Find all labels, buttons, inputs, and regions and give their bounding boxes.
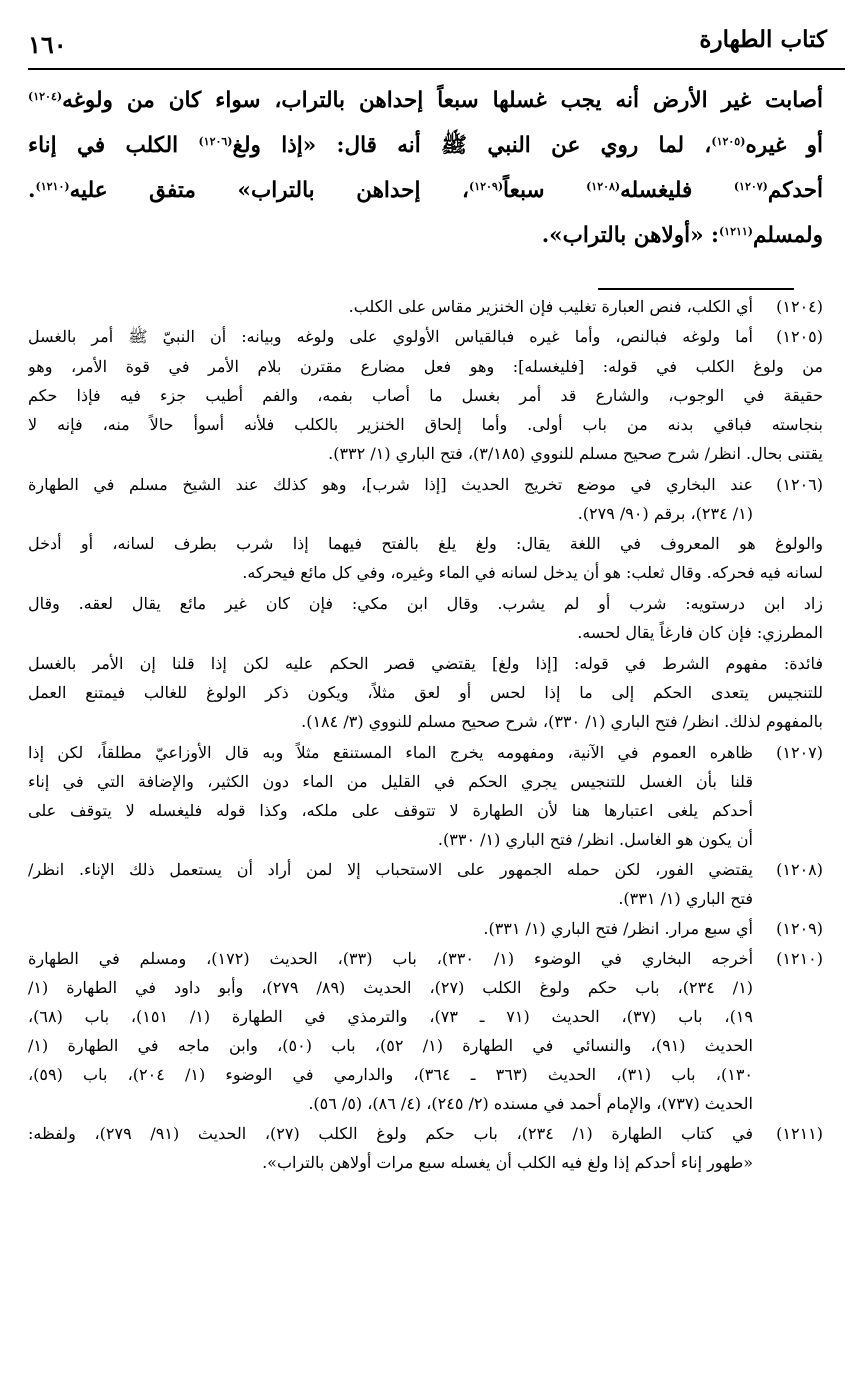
main-text-line: أحدكم$^{(١٢٠٧)}$ فليغسله$^{(١٢٠٨)}$ سبعاً$^{(١٢٠٩)}$، إحداهن بالتراب» متفق عليه$^{(١٢١٠)}$. [28, 178, 823, 203]
footnote-paragraph-line: بالمفهوم لذلك. انظر/ فتح الباري (١/ ٣٣٠)، شرح صحيح مسلم للنووي (٣/ ١٨٤). [301, 712, 823, 731]
footnote-separator [598, 288, 794, 290]
book-title: كتاب الطهارة [699, 26, 827, 53]
footnote-number: (١٢٠٤) [776, 297, 823, 316]
footnote-reference: (١٢٠٨) [586, 180, 621, 193]
footnote-number: (١٢٠٦) [776, 475, 823, 494]
footnote-line: (١/ ٢٣٤)، برقم (٩٠/ ٢٧٩). [577, 504, 753, 523]
footnote-1205 [28, 322, 823, 351]
footnote-line: الحديث (٧٣٧)، والإمام أحمد في مسنده (٢/ ٢٤٥)، (٤/ ٨٦)، (٥/ ٥٦). [308, 1094, 753, 1113]
footnote-number: (١٢١١) [776, 1124, 823, 1143]
footnote-paragraph-line: لسانه فيه فحركه. وقال ثعلب: هو أن يدخل لسانه في الماء وغيره، وفي كل مائع فيحركه. [242, 563, 823, 582]
footnote-reference: (١٢٠٧) [733, 180, 768, 193]
footnote-line: قلنا بأن الغسل للتنجيس يجري الحكم في القليل من الماء دون الكثير، والإضافة التي في إناء [28, 772, 753, 791]
footnote-number: (١٢١٠) [776, 949, 823, 968]
footnote-reference: (١٢٠٤) [28, 90, 63, 103]
footnote-line: أي الكلب، فنص العبارة تغليب فإن الخنزير مقاس على الكلب. [348, 297, 753, 316]
footnote-line: بنجاسته فباقي بدنه من باب أولى. وأما إلحاق الخنزير بالكلب فلأنه أسوأ حالاً منه، فإنه لا [28, 415, 823, 434]
footnote-paragraph-line: المطرزي: فإن كان فارغاً يقال لحسه. [577, 623, 823, 642]
footnotes [28, 292, 823, 1178]
footnote-number: (١٢٠٩) [776, 919, 823, 938]
main-body-text [28, 78, 823, 258]
footnote-line: «طهور إناء أحدكم إذا ولغ فيه الكلب أن يغسله سبع مرات أولاهن بالتراب». [262, 1153, 753, 1172]
footnote-line: الحديث (٩١)، والنسائي في الطهارة (١/ ٥٢)، باب (٥٠)، وابن ماجه في الطهارة (١/ [28, 1036, 753, 1055]
header-divider [28, 68, 845, 70]
footnote-line: أما ولوغه فبالنص، وأما غيره فبالقياس الأولوي على ولوغه وبيانه: أن النبيّ ﷺ أمر بالغسل [28, 327, 753, 346]
footnote-reference: (١٢١٠) [35, 180, 70, 193]
footnote-1204 [28, 292, 823, 321]
footnote-line: من ولوغ الكلب في قوله: [فليغسله]: وهو فعل مضارع مقترن بلام الأمر في قوة الأمر، وهو [28, 357, 823, 376]
footnote-line: يقتنى بحال. انظر/ شرح صحيح مسلم للنووي (٣/١٨٥)، فتح الباري (١/ ٣٣٢). [328, 444, 823, 463]
main-text-line: أصابت غير الأرض أنه يجب غسلها سبعاً إحداهن بالتراب، سواء كان من ولوغه$^{(١٢٠٤)}$ [28, 88, 823, 113]
footnote-reference: (١٢٠٦) [198, 135, 233, 148]
footnote-1206 [28, 470, 823, 528]
footnote-line: ١٩)، باب (٣٧)، الحديث (٧١ ـ ٧٣)، والترمذي في الطهارة (١/ ١٥١)، باب (٦٨)، [28, 1007, 753, 1026]
footnote-line: عند البخاري في موضع تخريج الحديث [إذا شرب]، وهو كذلك عند الشيخ مسلم في الطهارة [28, 475, 753, 494]
footnote-1211 [28, 1119, 823, 1177]
footnote-1207 [28, 738, 823, 854]
footnote-paragraph-line: زاد ابن درستويه: شرب أو لم يشرب. وقال ابن مكي: فإن كان غير مائع يقال لعقه. وقال [28, 594, 823, 613]
footnote-reference: (١٢٠٩) [468, 180, 504, 193]
footnote-number: (١٢٠٨) [776, 860, 823, 879]
footnote-number: (١٢٠٥) [776, 327, 823, 346]
footnote-paragraph-line: للتنجيس يتعدى الحكم إلى ما إذا لحس أو لعق مثلاً، ويكون ذكر الولوغ للغالب فيمتنع العمل [28, 683, 823, 702]
footnote-reference: (١٢١١) [718, 225, 754, 238]
page-header [28, 18, 827, 70]
main-text-line: ولمسلم$^{(١٢١١)}$: «أولاهن بالتراب». [541, 223, 823, 248]
footnote-line: أن يكون هو الغاسل. انظر/ فتح الباري (١/ ٣٣٠). [437, 830, 753, 849]
footnote-line: أحدكم يلغى اعتبارها هنا لأن الطهارة لا تتوقف على ملكه، وكذا قوله فليغسله لا يتوقف على [28, 801, 753, 820]
page-number: ١٦٠ [28, 30, 67, 59]
footnote-reference: (١٢٠٥) [711, 135, 746, 148]
footnote-paragraph-line: والولوغ هو المعروف في اللغة يقال: ولغ يلغ بالفتح فيهما إذا شرب بطرف لسانه، أو أدخل [28, 534, 823, 553]
footnote-line: أي سبع مرار. انظر/ فتح الباري (١/ ٣٣١). [483, 919, 753, 938]
footnote-1209 [28, 914, 823, 943]
main-text-line: أو غيره$^{(١٢٠٥)}$، لما روي عن النبي ﷺ أنه قال: «إذا ولغ$^{(١٢٠٦)}$ الكلب في إناء [28, 133, 823, 158]
footnote-1210 [28, 944, 823, 1118]
footnote-line: يقتضي الفور، لكن حمله الجمهور على الاستحباب إلا لمن أراد أن يستعمل ذلك الإناء. انظر/ [28, 860, 753, 879]
footnote-1208 [28, 855, 823, 913]
footnote-line: في كتاب الطهارة (١/ ٢٣٤)، باب حكم ولوغ الكلب (٢٧)، الحديث (٩١/ ٢٧٩)، ولفظه: [28, 1124, 753, 1143]
footnote-line: أخرجه البخاري في الوضوء (١/ ٣٣٠)، باب (٣٣)، الحديث (١٧٢)، ومسلم في الطهارة [28, 949, 753, 968]
footnote-line: ١٣٠)، باب (٣١)، الحديث (٣٦٣ ـ ٣٦٤)، والدارمي في الوضوء (١/ ٢٠٤)، باب (٥٩)، [28, 1065, 753, 1084]
footnote-line: حقيقة في الوجوب، والشارع قد أمر بغسل ما أصاب بفمه، والفم أطيب جزء فيه فإذا حكم [28, 386, 823, 405]
footnote-paragraph-line: فائدة: مفهوم الشرط في قوله: [إذا ولغ] يقتضي قصر الحكم عليه لكن إذا قلنا إن الأمر بالغسل [28, 654, 823, 673]
footnote-number: (١٢٠٧) [776, 743, 823, 762]
footnote-line: (١/ ٢٣٤)، باب حكم ولوغ الكلب (٢٧)، الحديث (٨٩/ ٢٧٩)، وأبو داود في الطهارة (١/ [28, 978, 753, 997]
footnote-line: فتح الباري (١/ ٣٣١). [618, 889, 753, 908]
footnote-line: ظاهره العموم في الآنية، ومفهومه يخرج الماء المستنقع مثلاً وبه قال الأوزاعيّ مطلقاً، لكن إذا [28, 743, 753, 762]
